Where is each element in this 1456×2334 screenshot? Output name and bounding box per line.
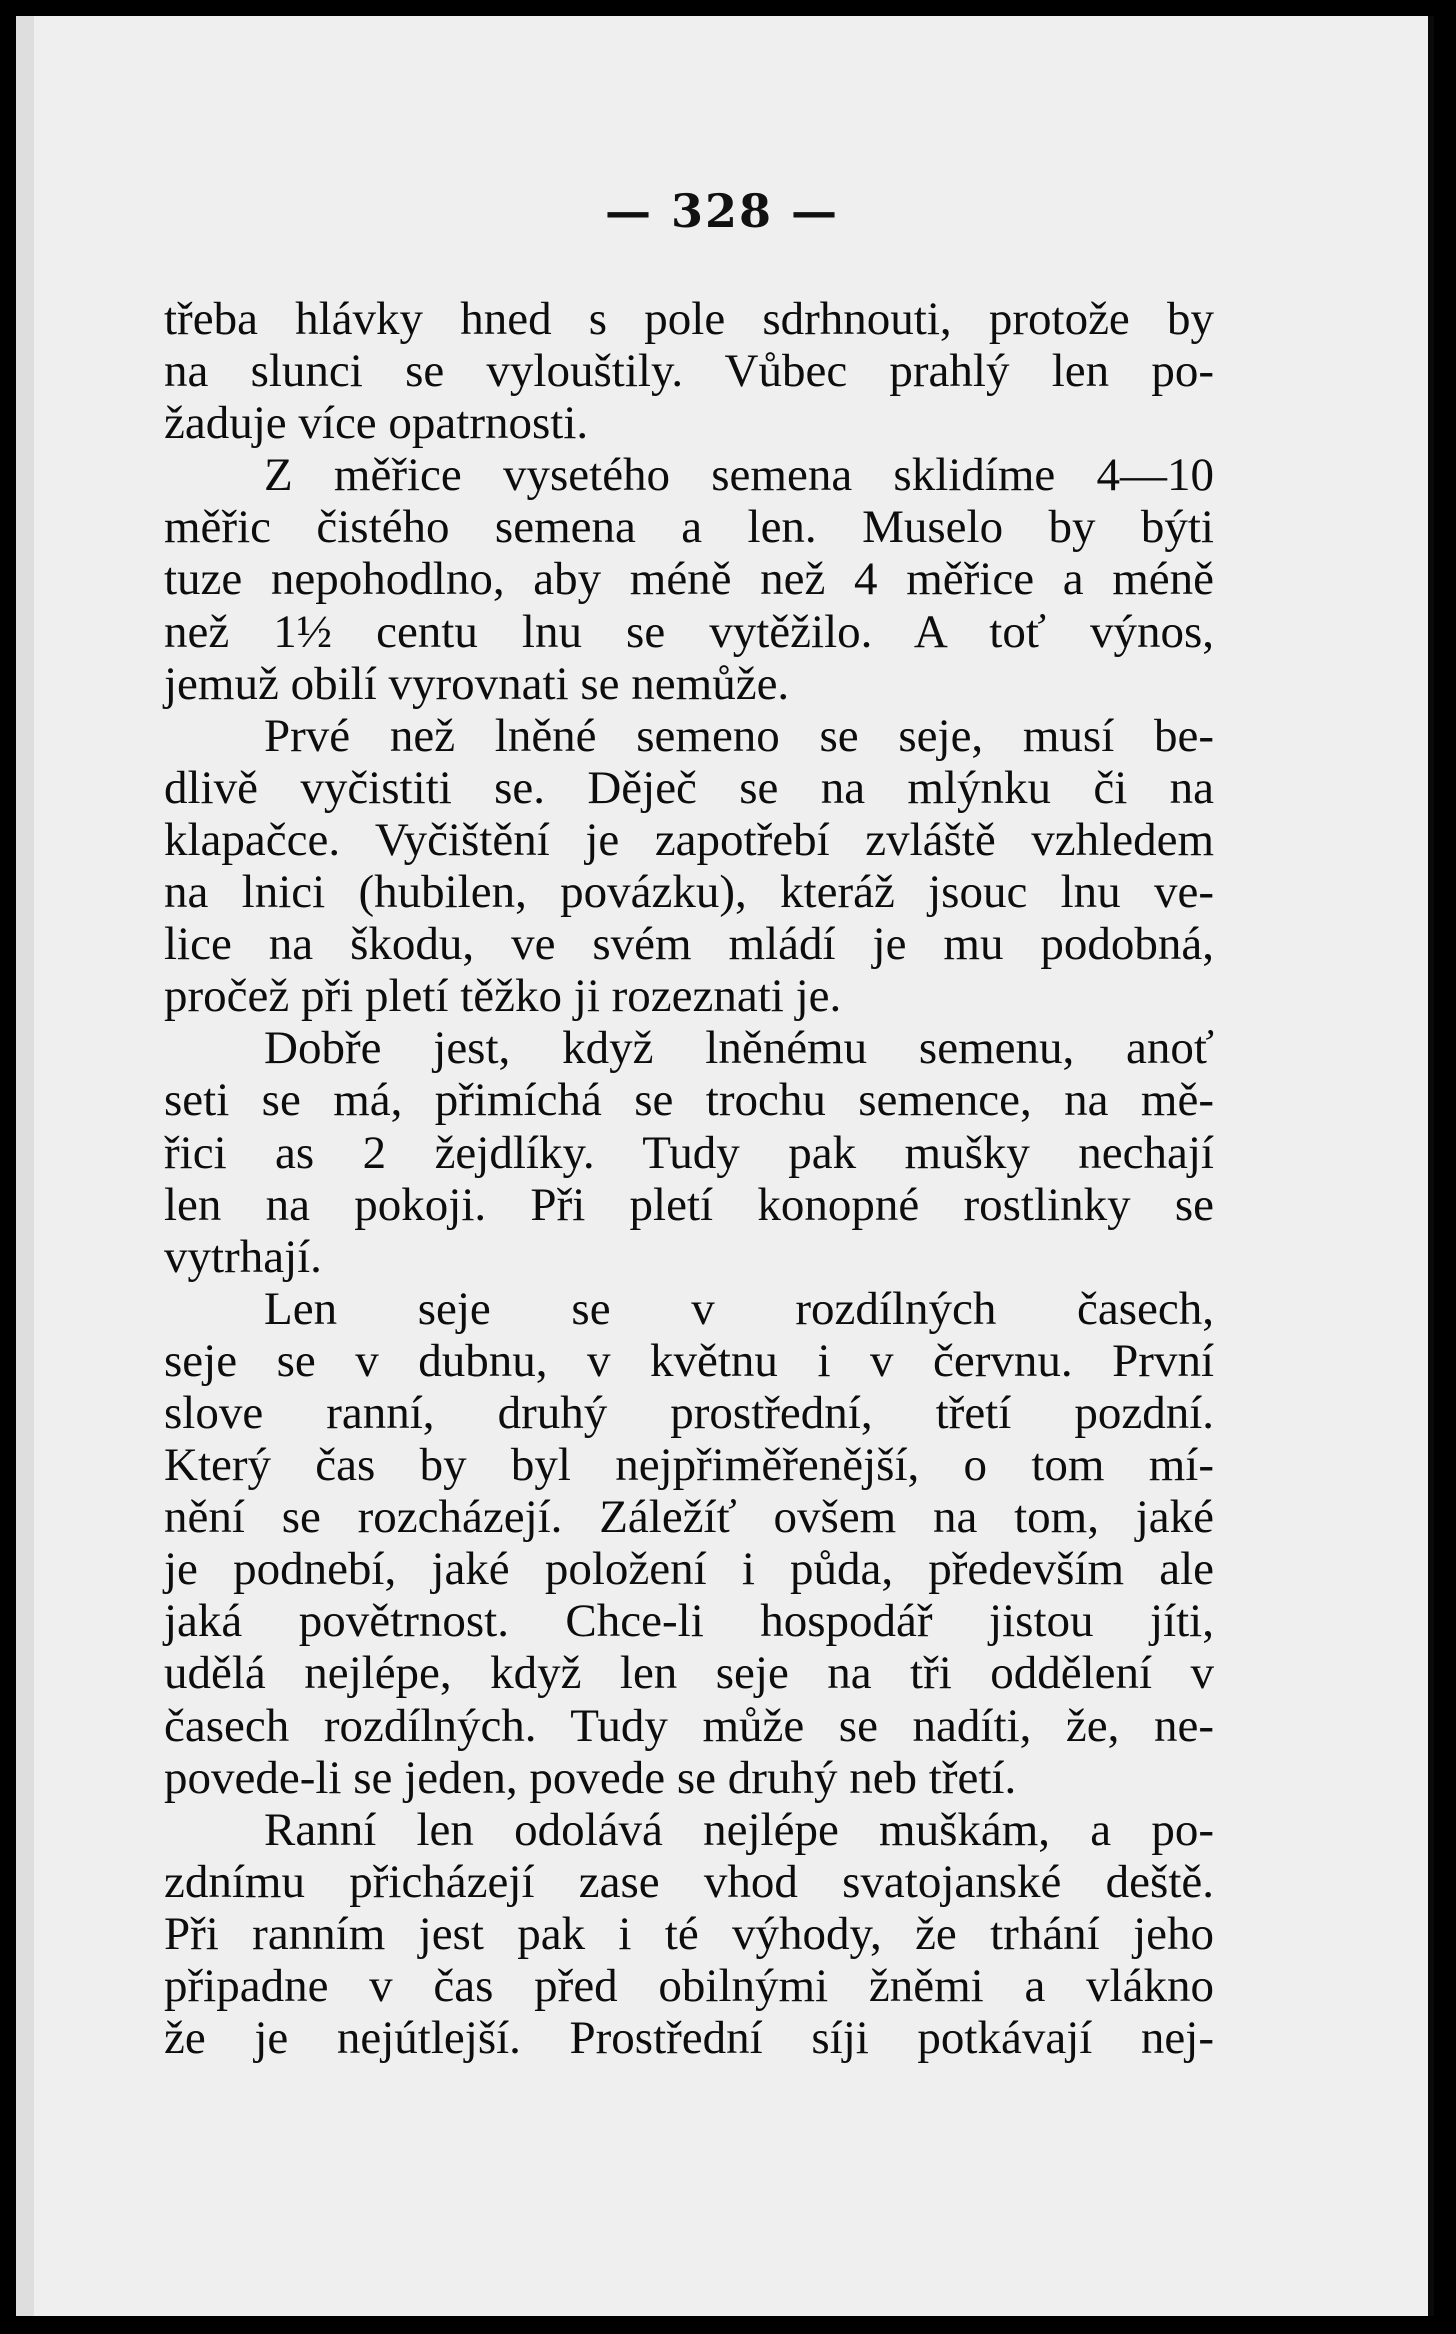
text-line: Len seje se v rozdílných časech, [264, 1282, 1214, 1335]
text-line: zdnímu přicházejí zase vhod svatojanské deště. [164, 1855, 1214, 1908]
text-line: že je nejútlejší. Prostřední síji potkávají nej- [164, 2012, 1214, 2065]
text-line: jemuž obilí vyrovnati se nemůže. [164, 657, 790, 710]
text-line: klapačce. Vyčištění je zapotřebí zvláště vzhledem [164, 813, 1214, 866]
text-line: Ranní len odolává nejlépe muškám, a po- [264, 1803, 1214, 1856]
text-line: žaduje více opatrnosti. [164, 397, 589, 450]
text-line: Který čas by byl nejpřiměřenější, o tom mí- [164, 1439, 1214, 1492]
text-line: seti se má, přimíchá se trochu semence, na mě- [164, 1074, 1214, 1127]
text-line: Při ranním jest pak i té výhody, že trhání jeho [164, 1907, 1214, 1960]
text-line: Prvé než lněné semeno se seje, musí be- [264, 709, 1214, 762]
text-line: len na pokoji. Při pletí konopné rostlinky se [164, 1178, 1214, 1231]
text-line: povede-li se jeden, povede se druhý neb třetí. [164, 1751, 1017, 1804]
text-line: Dobře jest, když lněnému semenu, anoť [264, 1022, 1214, 1075]
text-line: seje se v dubnu, v květnu i v červnu. První [164, 1334, 1214, 1387]
text-line: je podnebí, jaké položení i půda, především ale [164, 1543, 1214, 1596]
text-line: slove ranní, druhý prostřední, třetí pozdní. [164, 1386, 1214, 1439]
text-line: časech rozdílných. Tudy může se nadíti, že, ne- [164, 1699, 1214, 1752]
text-line: vytrhají. [164, 1230, 322, 1283]
text-line: třeba hlávky hned s pole sdrhnouti, protože by [164, 293, 1214, 345]
text-line: na lnici (hubilen, povázku), kteráž jsouc lnu ve- [164, 866, 1214, 919]
text-line: tuze nepohodlno, aby méně než 4 měřice a méně [164, 553, 1214, 606]
text-line: jaká povětrnost. Chce-li hospodář jistou jíti, [164, 1595, 1214, 1648]
text-line: nění se rozcházejí. Záležíť ovšem na tom, jaké [164, 1491, 1214, 1544]
text-line: Z měřice vysetého semena sklidíme 4—10 [264, 449, 1214, 502]
text-line: pročež při pletí těžko ji rozeznati je. [164, 970, 842, 1023]
text-line: měřic čistého semena a len. Muselo by býti [164, 501, 1214, 554]
text-line: lice na škodu, ve svém mládí je mu podobná, [164, 918, 1214, 971]
text-line: než 1½ centu lnu se vytěžilo. A toť výnos, [164, 605, 1214, 658]
text-line: dlivě vyčistiti se. Děječ se na mlýnku či na [164, 761, 1214, 814]
text-line: připadne v čas před obilnými žněmi a vlákno [164, 1960, 1214, 2012]
text-line: udělá nejlépe, když len seje na tři oddělení v [164, 1647, 1214, 1700]
page-edge-shadow [16, 16, 34, 2316]
text-line: na slunci se vylouštily. Vůbec prahlý len po- [164, 345, 1214, 398]
book-page [16, 16, 1434, 2316]
body-text [164, 293, 1214, 2064]
page-number: — 328 — [604, 184, 840, 238]
text-line: řici as 2 žejdlíky. Tudy pak mušky nechají [164, 1126, 1214, 1179]
